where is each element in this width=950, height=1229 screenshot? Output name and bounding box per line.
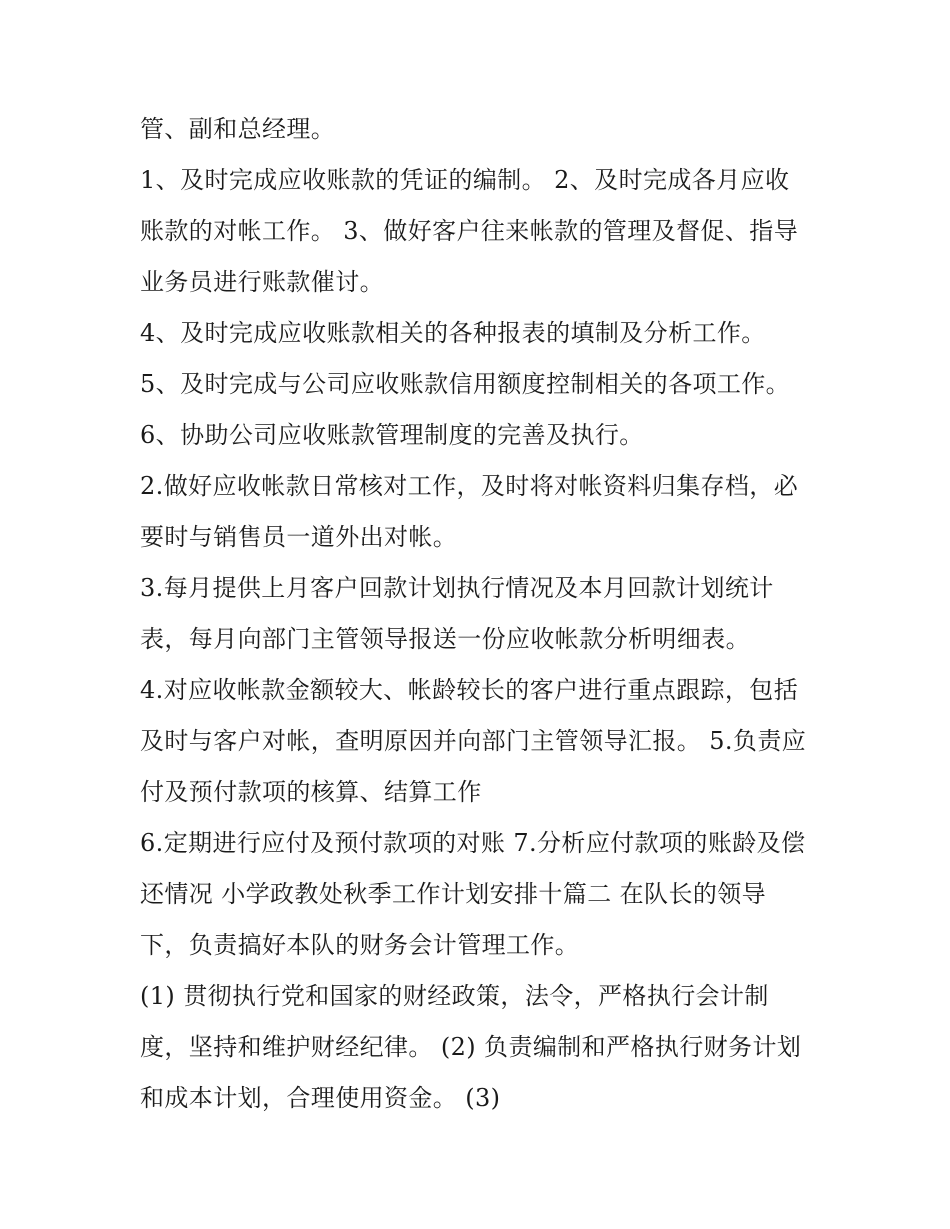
text-line: 下，负责搞好本队的财务会计管理工作。 <box>140 931 580 959</box>
text-line: 管、副和总经理。 <box>140 115 336 143</box>
text-line: 2.做好应收帐款日常核对工作，及时将对帐资料归集存档，必 <box>140 472 799 500</box>
text-line: 还情况 小学政教处秋季工作计划安排十篇二 在队长的领导 <box>140 880 767 908</box>
text-line: 付及预付款项的核算、结算工作 <box>140 778 482 806</box>
document-body <box>140 104 820 1124</box>
text-line: 业务员进行账款催讨。 <box>140 268 384 296</box>
text-line: 4、及时完成应收账款相关的各种报表的填制及分析工作。 <box>140 319 766 347</box>
text-line: 及时与客户对帐，查明原因并向部门主管领导汇报。 5.负责应 <box>140 727 807 755</box>
text-line: 6.定期进行应付及预付款项的对账 7.分析应付款项的账龄及偿 <box>140 829 806 857</box>
text-line: 度，坚持和维护财经纪律。 (2) 负责编制和严格执行财务计划 <box>140 1033 802 1061</box>
text-line: 6、协助公司应收账款管理制度的完善及执行。 <box>140 421 644 449</box>
text-line: 3.每月提供上月客户回款计划执行情况及本月回款计划统计 <box>140 574 774 602</box>
text-line: 5、及时完成与公司应收账款信用额度控制相关的各项工作。 <box>140 370 791 398</box>
text-line: (1) 贯彻执行党和国家的财经政策，法令，严格执行会计制 <box>140 982 769 1010</box>
text-line: 1、及时完成应收账款的凭证的编制。 2、及时完成各月应收 <box>140 166 790 194</box>
text-line: 账款的对帐工作。 3、做好客户往来帐款的管理及督促、指导 <box>140 217 799 245</box>
text-line: 和成本计划，合理使用资金。 (3) <box>140 1084 501 1112</box>
text-line: 要时与销售员一道外出对帐。 <box>140 523 458 551</box>
text-line: 4.对应收帐款金额较大、帐龄较长的客户进行重点跟踪，包括 <box>140 676 799 704</box>
text-line: 表，每月向部门主管领导报送一份应收帐款分析明细表。 <box>140 625 750 653</box>
